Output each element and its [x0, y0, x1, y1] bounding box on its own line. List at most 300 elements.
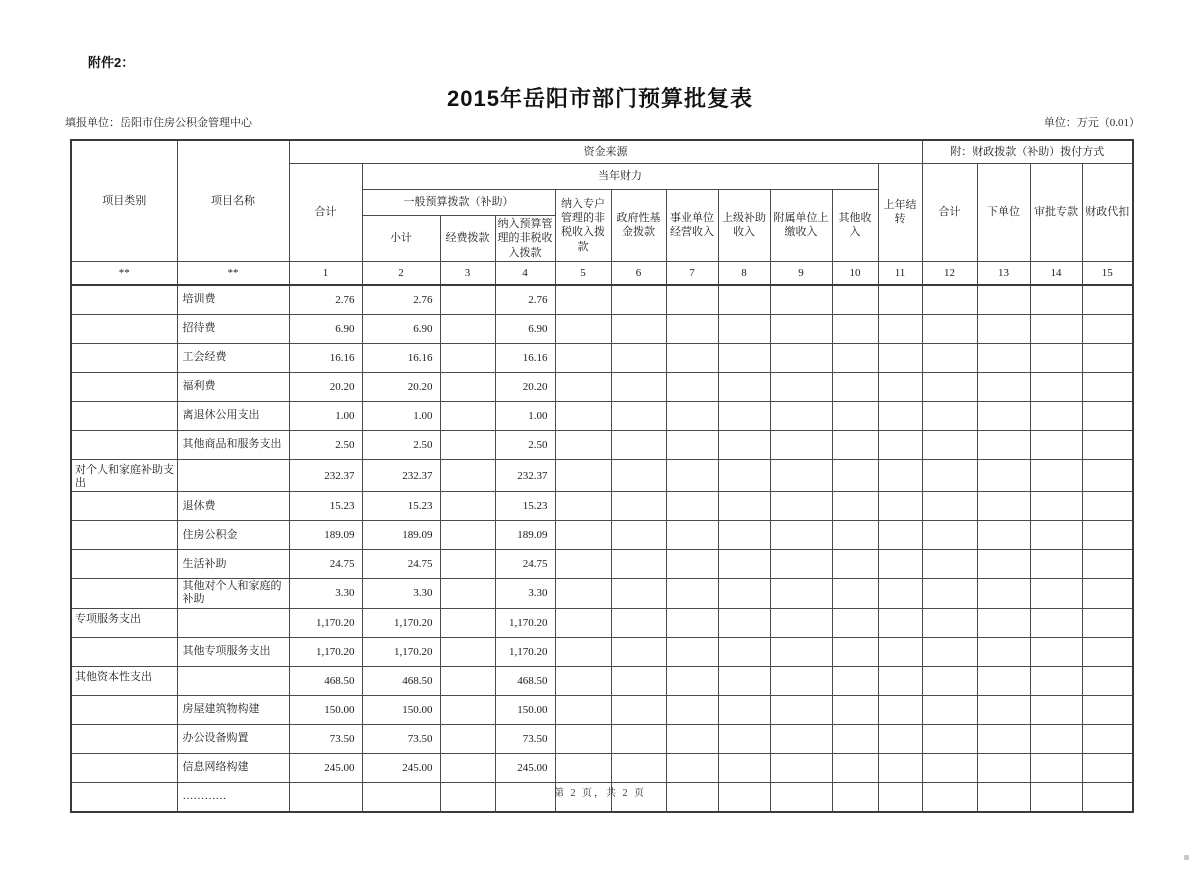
value-cell: 6.90 [495, 314, 555, 343]
value-cell [718, 521, 770, 550]
value-cell [611, 314, 666, 343]
value-cell [878, 637, 922, 666]
value-cell [555, 430, 611, 459]
value-cell [718, 372, 770, 401]
value-cell [666, 372, 718, 401]
value-cell [1082, 285, 1133, 315]
value-cell [718, 637, 770, 666]
value-cell [977, 372, 1030, 401]
value-cell: 2.50 [362, 430, 440, 459]
value-cell [878, 666, 922, 695]
value-cell: 232.37 [289, 459, 362, 491]
value-cell: 2.76 [289, 285, 362, 315]
value-cell [718, 695, 770, 724]
value-cell: 1,170.20 [289, 637, 362, 666]
value-cell [555, 724, 611, 753]
value-cell: 2.50 [289, 430, 362, 459]
column-number-cell: 5 [555, 261, 611, 285]
value-cell [440, 314, 495, 343]
value-cell [922, 637, 977, 666]
value-cell [1030, 343, 1082, 372]
value-cell [611, 343, 666, 372]
value-cell [1030, 492, 1082, 521]
value-cell [611, 521, 666, 550]
value-cell [832, 521, 878, 550]
value-cell [718, 550, 770, 579]
value-cell: 245.00 [495, 753, 555, 782]
scan-artifact [1184, 855, 1189, 860]
value-cell [832, 579, 878, 608]
value-cell [1030, 459, 1082, 491]
column-number-row [71, 261, 1133, 285]
category-cell: 专项服务支出 [71, 608, 177, 637]
value-cell [611, 430, 666, 459]
value-cell [832, 724, 878, 753]
value-cell: 6.90 [289, 314, 362, 343]
value-cell [718, 579, 770, 608]
value-cell [611, 579, 666, 608]
value-cell: 150.00 [289, 695, 362, 724]
value-cell [666, 430, 718, 459]
value-cell [922, 666, 977, 695]
value-cell [878, 492, 922, 521]
column-number-cell: 3 [440, 261, 495, 285]
name-cell: 其他对个人和家庭的补助 [177, 579, 289, 608]
value-cell [878, 314, 922, 343]
value-cell: 2.76 [362, 285, 440, 315]
column-number-cell: 8 [718, 261, 770, 285]
name-cell [177, 459, 289, 491]
value-cell [770, 492, 832, 521]
value-cell [922, 608, 977, 637]
value-cell [770, 637, 832, 666]
name-cell: 工会经费 [177, 343, 289, 372]
table-row [71, 521, 1133, 550]
value-cell [440, 579, 495, 608]
column-number-cell: 2 [362, 261, 440, 285]
value-cell: 24.75 [362, 550, 440, 579]
name-cell: 招待费 [177, 314, 289, 343]
value-cell [666, 521, 718, 550]
value-cell [878, 753, 922, 782]
value-cell [611, 637, 666, 666]
value-cell [1082, 492, 1133, 521]
value-cell: 20.20 [362, 372, 440, 401]
value-cell [832, 314, 878, 343]
value-cell [770, 521, 832, 550]
value-cell: 73.50 [362, 724, 440, 753]
value-cell [1030, 637, 1082, 666]
value-cell [440, 550, 495, 579]
value-cell [555, 579, 611, 608]
value-cell [770, 695, 832, 724]
value-cell [878, 285, 922, 315]
column-number-cell: ** [177, 261, 289, 285]
value-cell: 73.50 [495, 724, 555, 753]
value-cell [832, 343, 878, 372]
value-cell [832, 637, 878, 666]
value-cell [611, 401, 666, 430]
value-cell [1082, 695, 1133, 724]
value-cell: 232.37 [495, 459, 555, 491]
header-subordinate-remitted-income: 附属单位上缴收入 [770, 190, 832, 262]
table-row [71, 695, 1133, 724]
value-cell [977, 285, 1030, 315]
value-cell: 189.09 [495, 521, 555, 550]
header-payment-total: 合计 [922, 164, 977, 262]
header-lower-unit: 下单位 [977, 164, 1030, 262]
value-cell [1082, 608, 1133, 637]
value-cell: 232.37 [362, 459, 440, 491]
value-cell [878, 579, 922, 608]
name-cell [177, 666, 289, 695]
value-cell: 15.23 [362, 492, 440, 521]
value-cell [977, 492, 1030, 521]
name-cell: 其他商品和服务支出 [177, 430, 289, 459]
value-cell: 16.16 [289, 343, 362, 372]
value-cell: 1.00 [289, 401, 362, 430]
value-cell [1030, 579, 1082, 608]
column-number-cell: 14 [1030, 261, 1082, 285]
column-number-cell: 1 [289, 261, 362, 285]
value-cell [977, 608, 1030, 637]
unit-note-label: 单位：万元（0.01） [1043, 117, 1140, 129]
value-cell [977, 637, 1030, 666]
table-row [71, 550, 1133, 579]
value-cell [666, 666, 718, 695]
value-cell [666, 695, 718, 724]
value-cell [922, 550, 977, 579]
value-cell [1082, 459, 1133, 491]
name-cell: 生活补助 [177, 550, 289, 579]
value-cell [555, 372, 611, 401]
value-cell [977, 459, 1030, 491]
value-cell: 3.30 [362, 579, 440, 608]
value-cell [611, 608, 666, 637]
value-cell [555, 285, 611, 315]
value-cell [555, 695, 611, 724]
value-cell [770, 372, 832, 401]
value-cell [1082, 637, 1133, 666]
header-project-category: 项目类别 [71, 140, 177, 261]
column-number-cell: 6 [611, 261, 666, 285]
name-cell: 福利费 [177, 372, 289, 401]
value-cell [922, 314, 977, 343]
value-cell [770, 608, 832, 637]
value-cell [1082, 724, 1133, 753]
value-cell [770, 285, 832, 315]
value-cell [718, 401, 770, 430]
value-cell [770, 753, 832, 782]
value-cell [832, 753, 878, 782]
value-cell: 1,170.20 [495, 608, 555, 637]
table-row [71, 492, 1133, 521]
header-business-operating-income: 事业单位经营收入 [666, 190, 718, 262]
header-nontax-special-account: 纳入专户管理的非税收入拨款 [555, 190, 611, 262]
category-cell: 其他资本性支出 [71, 666, 177, 695]
category-cell [71, 430, 177, 459]
value-cell [611, 550, 666, 579]
category-cell [71, 695, 177, 724]
value-cell [666, 724, 718, 753]
value-cell: 245.00 [289, 753, 362, 782]
table-row [71, 753, 1133, 782]
value-cell [718, 753, 770, 782]
value-cell [922, 492, 977, 521]
column-number-cell: 4 [495, 261, 555, 285]
value-cell [1030, 724, 1082, 753]
value-cell [832, 550, 878, 579]
name-cell: 培训费 [177, 285, 289, 315]
table-row [71, 608, 1133, 637]
value-cell [555, 521, 611, 550]
value-cell [555, 492, 611, 521]
header-gov-fund-allocation: 政府性基金拨款 [611, 190, 666, 262]
table-row [71, 343, 1133, 372]
value-cell [1030, 608, 1082, 637]
value-cell [832, 666, 878, 695]
table-row [71, 724, 1133, 753]
budget-table [70, 139, 1134, 813]
value-cell [440, 666, 495, 695]
value-cell [878, 695, 922, 724]
value-cell [977, 753, 1030, 782]
value-cell: 1,170.20 [289, 608, 362, 637]
value-cell [1030, 550, 1082, 579]
value-cell [832, 401, 878, 430]
value-cell [666, 285, 718, 315]
value-cell [878, 343, 922, 372]
value-cell [922, 285, 977, 315]
category-cell [71, 492, 177, 521]
value-cell: 3.30 [289, 579, 362, 608]
name-cell: 住房公积金 [177, 521, 289, 550]
value-cell: 20.20 [495, 372, 555, 401]
header-total: 合计 [289, 164, 362, 262]
value-cell: 150.00 [495, 695, 555, 724]
header-other-income: 其他收入 [832, 190, 878, 262]
column-number-cell: 9 [770, 261, 832, 285]
value-cell [611, 492, 666, 521]
value-cell [878, 724, 922, 753]
value-cell [666, 579, 718, 608]
value-cell [922, 430, 977, 459]
value-cell: 468.50 [289, 666, 362, 695]
header-general-budget-allocation: 一般预算拨款（补助） [362, 190, 555, 216]
value-cell [832, 695, 878, 724]
value-cell [555, 753, 611, 782]
value-cell [440, 492, 495, 521]
value-cell [1082, 430, 1133, 459]
value-cell [1082, 753, 1133, 782]
value-cell [922, 724, 977, 753]
category-cell [71, 724, 177, 753]
value-cell [666, 550, 718, 579]
value-cell: 16.16 [362, 343, 440, 372]
value-cell [977, 666, 1030, 695]
value-cell [878, 521, 922, 550]
header-fiscal-payment-method: 附：财政拨款（补助）拨付方式 [922, 140, 1133, 164]
category-cell [71, 579, 177, 608]
header-row-1 [71, 140, 1133, 164]
value-cell [718, 492, 770, 521]
value-cell [832, 492, 878, 521]
table-row [71, 285, 1133, 315]
value-cell [922, 343, 977, 372]
value-cell [440, 372, 495, 401]
column-number-cell: 11 [878, 261, 922, 285]
value-cell [718, 666, 770, 695]
value-cell [922, 579, 977, 608]
column-number-cell: 12 [922, 261, 977, 285]
value-cell [611, 695, 666, 724]
value-cell [666, 314, 718, 343]
header-funding-source: 资金来源 [289, 140, 922, 164]
category-cell [71, 753, 177, 782]
value-cell [878, 372, 922, 401]
table-row [71, 459, 1133, 491]
name-cell: 其他专项服务支出 [177, 637, 289, 666]
value-cell [555, 608, 611, 637]
value-cell: 24.75 [495, 550, 555, 579]
table-row [71, 579, 1133, 608]
value-cell: 15.23 [289, 492, 362, 521]
value-cell [440, 343, 495, 372]
value-cell [1082, 666, 1133, 695]
value-cell [878, 459, 922, 491]
value-cell [922, 521, 977, 550]
value-cell [1082, 521, 1133, 550]
value-cell [1030, 695, 1082, 724]
page-title: 2015年岳阳市部门预算批复表 [447, 86, 753, 111]
table-row [71, 666, 1133, 695]
value-cell [611, 285, 666, 315]
value-cell [770, 314, 832, 343]
value-cell [770, 724, 832, 753]
value-cell [922, 372, 977, 401]
value-cell [977, 521, 1030, 550]
value-cell [770, 666, 832, 695]
value-cell [666, 401, 718, 430]
table-row [71, 430, 1133, 459]
value-cell [611, 666, 666, 695]
name-cell: 房屋建筑物构建 [177, 695, 289, 724]
value-cell [878, 401, 922, 430]
value-cell [440, 401, 495, 430]
value-cell [718, 430, 770, 459]
header-fiscal-withholding: 财政代扣 [1082, 164, 1133, 262]
value-cell: 189.09 [362, 521, 440, 550]
value-cell [666, 492, 718, 521]
value-cell: 15.23 [495, 492, 555, 521]
value-cell: 468.50 [362, 666, 440, 695]
value-cell [440, 608, 495, 637]
value-cell [1030, 372, 1082, 401]
value-cell [718, 285, 770, 315]
value-cell [878, 608, 922, 637]
value-cell [1082, 550, 1133, 579]
value-cell [977, 724, 1030, 753]
category-cell [71, 343, 177, 372]
category-cell [71, 401, 177, 430]
value-cell [1082, 343, 1133, 372]
value-cell: 1,170.20 [495, 637, 555, 666]
name-cell: 退休费 [177, 492, 289, 521]
value-cell [832, 430, 878, 459]
value-cell [718, 343, 770, 372]
value-cell [1030, 430, 1082, 459]
value-cell [666, 608, 718, 637]
name-cell: 办公设备购置 [177, 724, 289, 753]
value-cell [666, 459, 718, 491]
value-cell [440, 459, 495, 491]
attachment-label: 附件2： [88, 55, 135, 70]
category-cell [71, 285, 177, 315]
value-cell [977, 343, 1030, 372]
value-cell [770, 579, 832, 608]
value-cell [977, 314, 1030, 343]
page-number-footer: 第 2 页，共 2 页 [554, 788, 646, 799]
value-cell [977, 550, 1030, 579]
reporting-unit-label: 填报单位：岳阳市住房公积金管理中心 [65, 117, 252, 129]
value-cell [922, 695, 977, 724]
meta-row [65, 114, 1140, 130]
value-cell: 73.50 [289, 724, 362, 753]
value-cell [977, 401, 1030, 430]
value-cell [878, 430, 922, 459]
column-number-cell: 10 [832, 261, 878, 285]
header-superior-subsidy-income: 上级补助收入 [718, 190, 770, 262]
value-cell [1030, 521, 1082, 550]
value-cell [718, 314, 770, 343]
value-cell [440, 753, 495, 782]
value-cell: 24.75 [289, 550, 362, 579]
value-cell [977, 695, 1030, 724]
value-cell [666, 637, 718, 666]
column-number-cell: ** [71, 261, 177, 285]
value-cell [1030, 285, 1082, 315]
table-row [71, 401, 1133, 430]
value-cell [611, 459, 666, 491]
value-cell [555, 459, 611, 491]
value-cell: 6.90 [362, 314, 440, 343]
category-cell [71, 314, 177, 343]
category-cell [71, 637, 177, 666]
value-cell [977, 579, 1030, 608]
name-cell: 信息网络构建 [177, 753, 289, 782]
value-cell [440, 430, 495, 459]
value-cell: 1,170.20 [362, 637, 440, 666]
value-cell [555, 637, 611, 666]
value-cell [770, 550, 832, 579]
value-cell: 150.00 [362, 695, 440, 724]
value-cell [611, 724, 666, 753]
value-cell [770, 343, 832, 372]
value-cell: 1.00 [495, 401, 555, 430]
name-cell: 离退休公用支出 [177, 401, 289, 430]
value-cell [977, 430, 1030, 459]
value-cell [555, 550, 611, 579]
value-cell: 1.00 [362, 401, 440, 430]
value-cell [1082, 401, 1133, 430]
value-cell [555, 401, 611, 430]
value-cell [611, 753, 666, 782]
header-current-year-resources: 当年财力 [362, 164, 878, 190]
header-prev-year-carryover: 上年结转 [878, 164, 922, 262]
value-cell [440, 724, 495, 753]
header-project-name: 项目名称 [177, 140, 289, 261]
value-cell [922, 753, 977, 782]
